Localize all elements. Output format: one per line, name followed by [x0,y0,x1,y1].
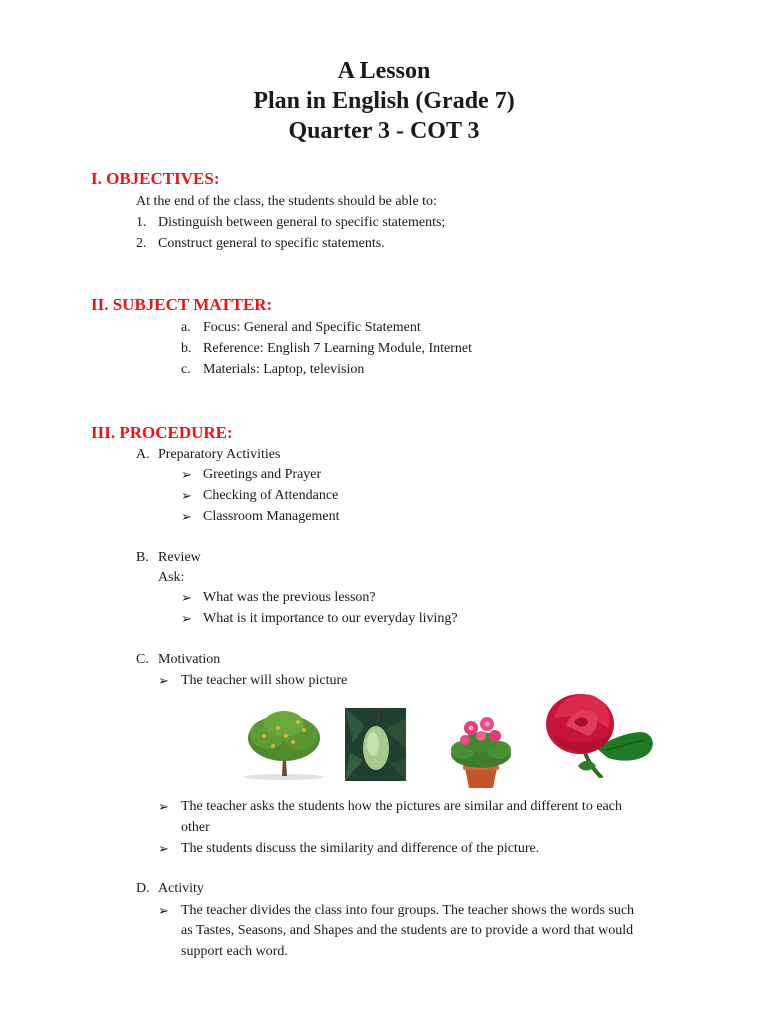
preparatory-label: Preparatory Activities [158,447,281,462]
arrow-bullet-icon: ➢ [181,488,192,503]
motivation-label: Motivation [158,652,221,667]
subject-marker-b: b. [181,341,192,356]
subject-marker-c: c. [181,362,191,377]
preparatory-item: Checking of Attendance [203,488,339,503]
review-question: What is it importance to our everyday living? [203,611,458,626]
title-line-1: A Lesson [337,58,431,84]
title-line-3: Quarter 3 - COT 3 [288,118,480,144]
preparatory-item: Greetings and Prayer [203,467,322,482]
preparatory-item: Classroom Management [203,509,340,524]
activity-description-line-2: as Tastes, Seasons, and Shapes and the students are to provide a word that would [181,923,634,938]
review-question: What was the previous lesson? [203,590,376,605]
tree-picture [238,708,330,780]
title-line-2: Plan in English (Grade 7) [253,88,515,114]
review-ask: Ask: [158,570,185,585]
procedure-heading: III. PROCEDURE: [91,423,233,442]
motivation-similarity-question: The teacher asks the students how the pictures are similar and different to each [181,799,622,814]
objective-item-1: Distinguish between general to specific statements; [158,215,446,230]
motivation-show-picture: The teacher will show picture [181,673,348,688]
arrow-bullet-icon: ➢ [158,903,169,918]
objectives-heading: I. OBJECTIVES: [91,169,220,188]
activity-description-line-3: support each word. [181,944,288,959]
arrow-bullet-icon: ➢ [181,611,192,626]
procedure-marker-b: B. [136,550,149,565]
objective-item-2: Construct general to specific statements. [158,236,385,251]
motivation-similarity-question-cont: other [181,820,210,835]
review-label: Review [158,550,201,565]
activity-description-line-1: The teacher divides the class into four groups. The teacher shows the words such [181,903,635,918]
procedure-marker-a: A. [136,447,150,462]
arrow-bullet-icon: ➢ [181,509,192,524]
subject-matter-heading: II. SUBJECT MATTER: [91,295,273,314]
objectives-intro: At the end of the class, the students should be able to: [136,194,437,209]
subject-item-reference: Reference: English 7 Learning Module, Internet [203,341,473,356]
procedure-marker-d: D. [136,881,150,896]
rose-picture [544,688,656,778]
arrow-bullet-icon: ➢ [158,799,169,814]
activity-label: Activity [158,881,204,896]
subject-marker-a: a. [181,320,191,335]
motivation-discussion: The students discuss the similarity and difference of the picture. [181,841,540,856]
mango-picture [345,708,406,781]
arrow-bullet-icon: ➢ [181,467,192,482]
objective-marker-2: 2. [136,236,147,251]
arrow-bullet-icon: ➢ [158,841,169,856]
subject-item-focus: Focus: General and Specific Statement [203,320,421,335]
potted-plant-picture [443,710,519,790]
arrow-bullet-icon: ➢ [158,673,169,688]
procedure-marker-c: C. [136,652,149,667]
arrow-bullet-icon: ➢ [181,590,192,605]
objective-marker-1: 1. [136,215,147,230]
subject-item-materials: Materials: Laptop, television [203,362,365,377]
